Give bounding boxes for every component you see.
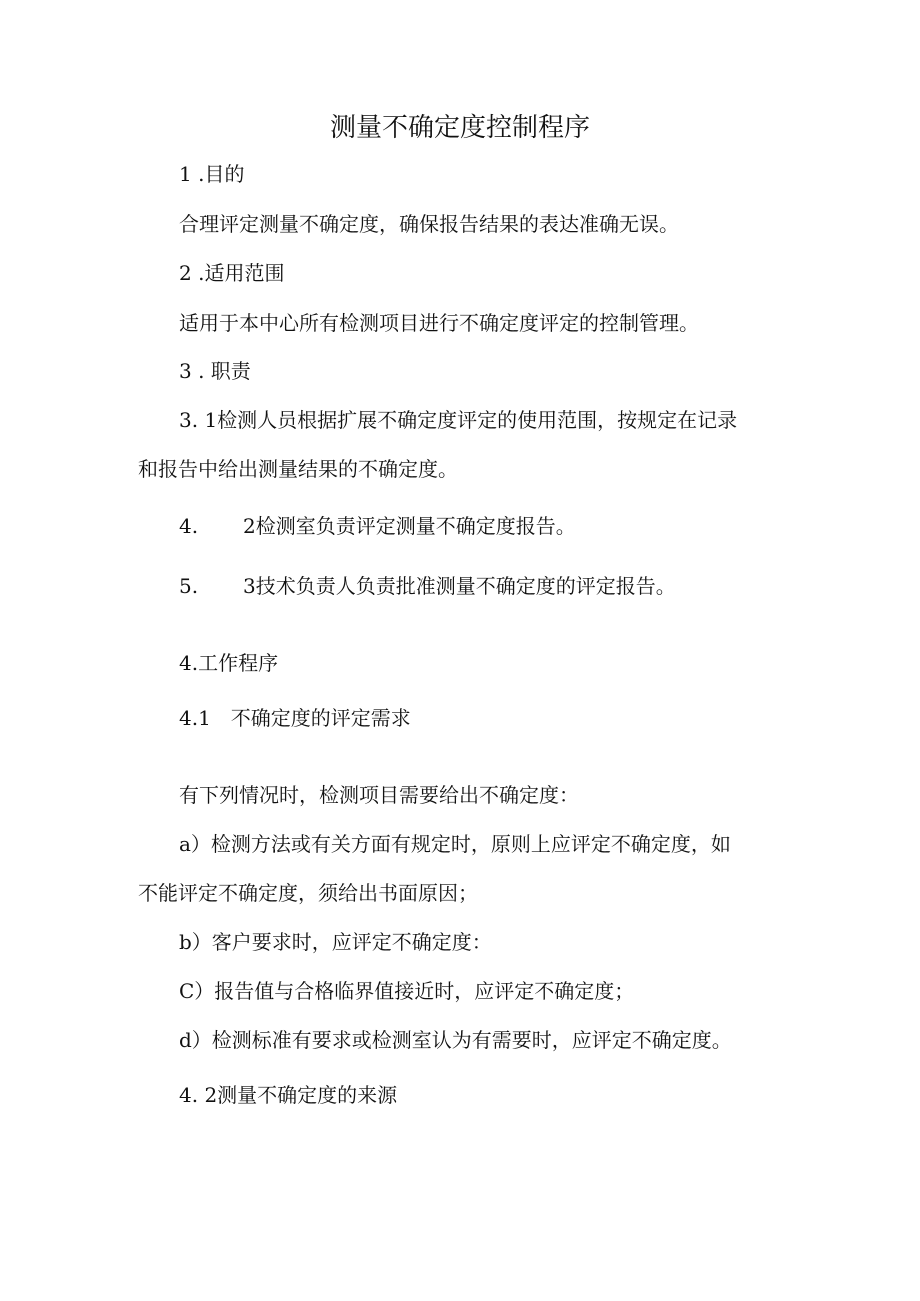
duty-3-number: 5. (179, 574, 199, 598)
scope-heading: 2 .适用范围 (179, 261, 285, 285)
need-intro: 有下列情况时，检测项目需要给出不确定度： (179, 783, 579, 807)
item-b: b）客户要求时，应评定不确定度： (179, 930, 492, 954)
procedure-heading: 4.工作程序 (179, 651, 279, 675)
purpose-heading: 1 .目的 (179, 162, 245, 186)
duty-1-line1: 3. 1检测人员根据扩展不确定度评定的使用范围，按规定在记录 (179, 408, 738, 432)
item-a-line1: a）检测方法或有关方面有规定时，原则上应评定不确定度，如 (179, 832, 731, 856)
duty-1-line2: 和报告中给出测量结果的不确定度。 (138, 457, 458, 481)
need-heading: 4.1 不确定度的评定需求 (179, 706, 411, 730)
item-d: d）检测标准有要求或检测室认为有需要时，应评定不确定度。 (179, 1028, 732, 1052)
purpose-text: 合理评定测量不确定度，确保报告结果的表达准确无误。 (179, 212, 679, 236)
duty-2-text: 2检测室负责评定测量不确定度报告。 (243, 514, 576, 538)
duty-3-text: 3技术负责人负责批准测量不确定度的评定报告。 (243, 574, 676, 598)
item-c: C）报告值与合格临界值接近时，应评定不确定度； (179, 979, 635, 1003)
source-heading: 4. 2测量不确定度的来源 (179, 1083, 398, 1107)
duty-heading: 3 . 职责 (179, 359, 251, 383)
scope-text: 适用于本中心所有检测项目进行不确定度评定的控制管理。 (179, 311, 699, 335)
duty-2-number: 4. (179, 514, 199, 538)
document-title: 测量不确定度控制程序 (329, 113, 590, 143)
item-a-line2: 不能评定不确定度，须给出书面原因； (138, 881, 478, 905)
